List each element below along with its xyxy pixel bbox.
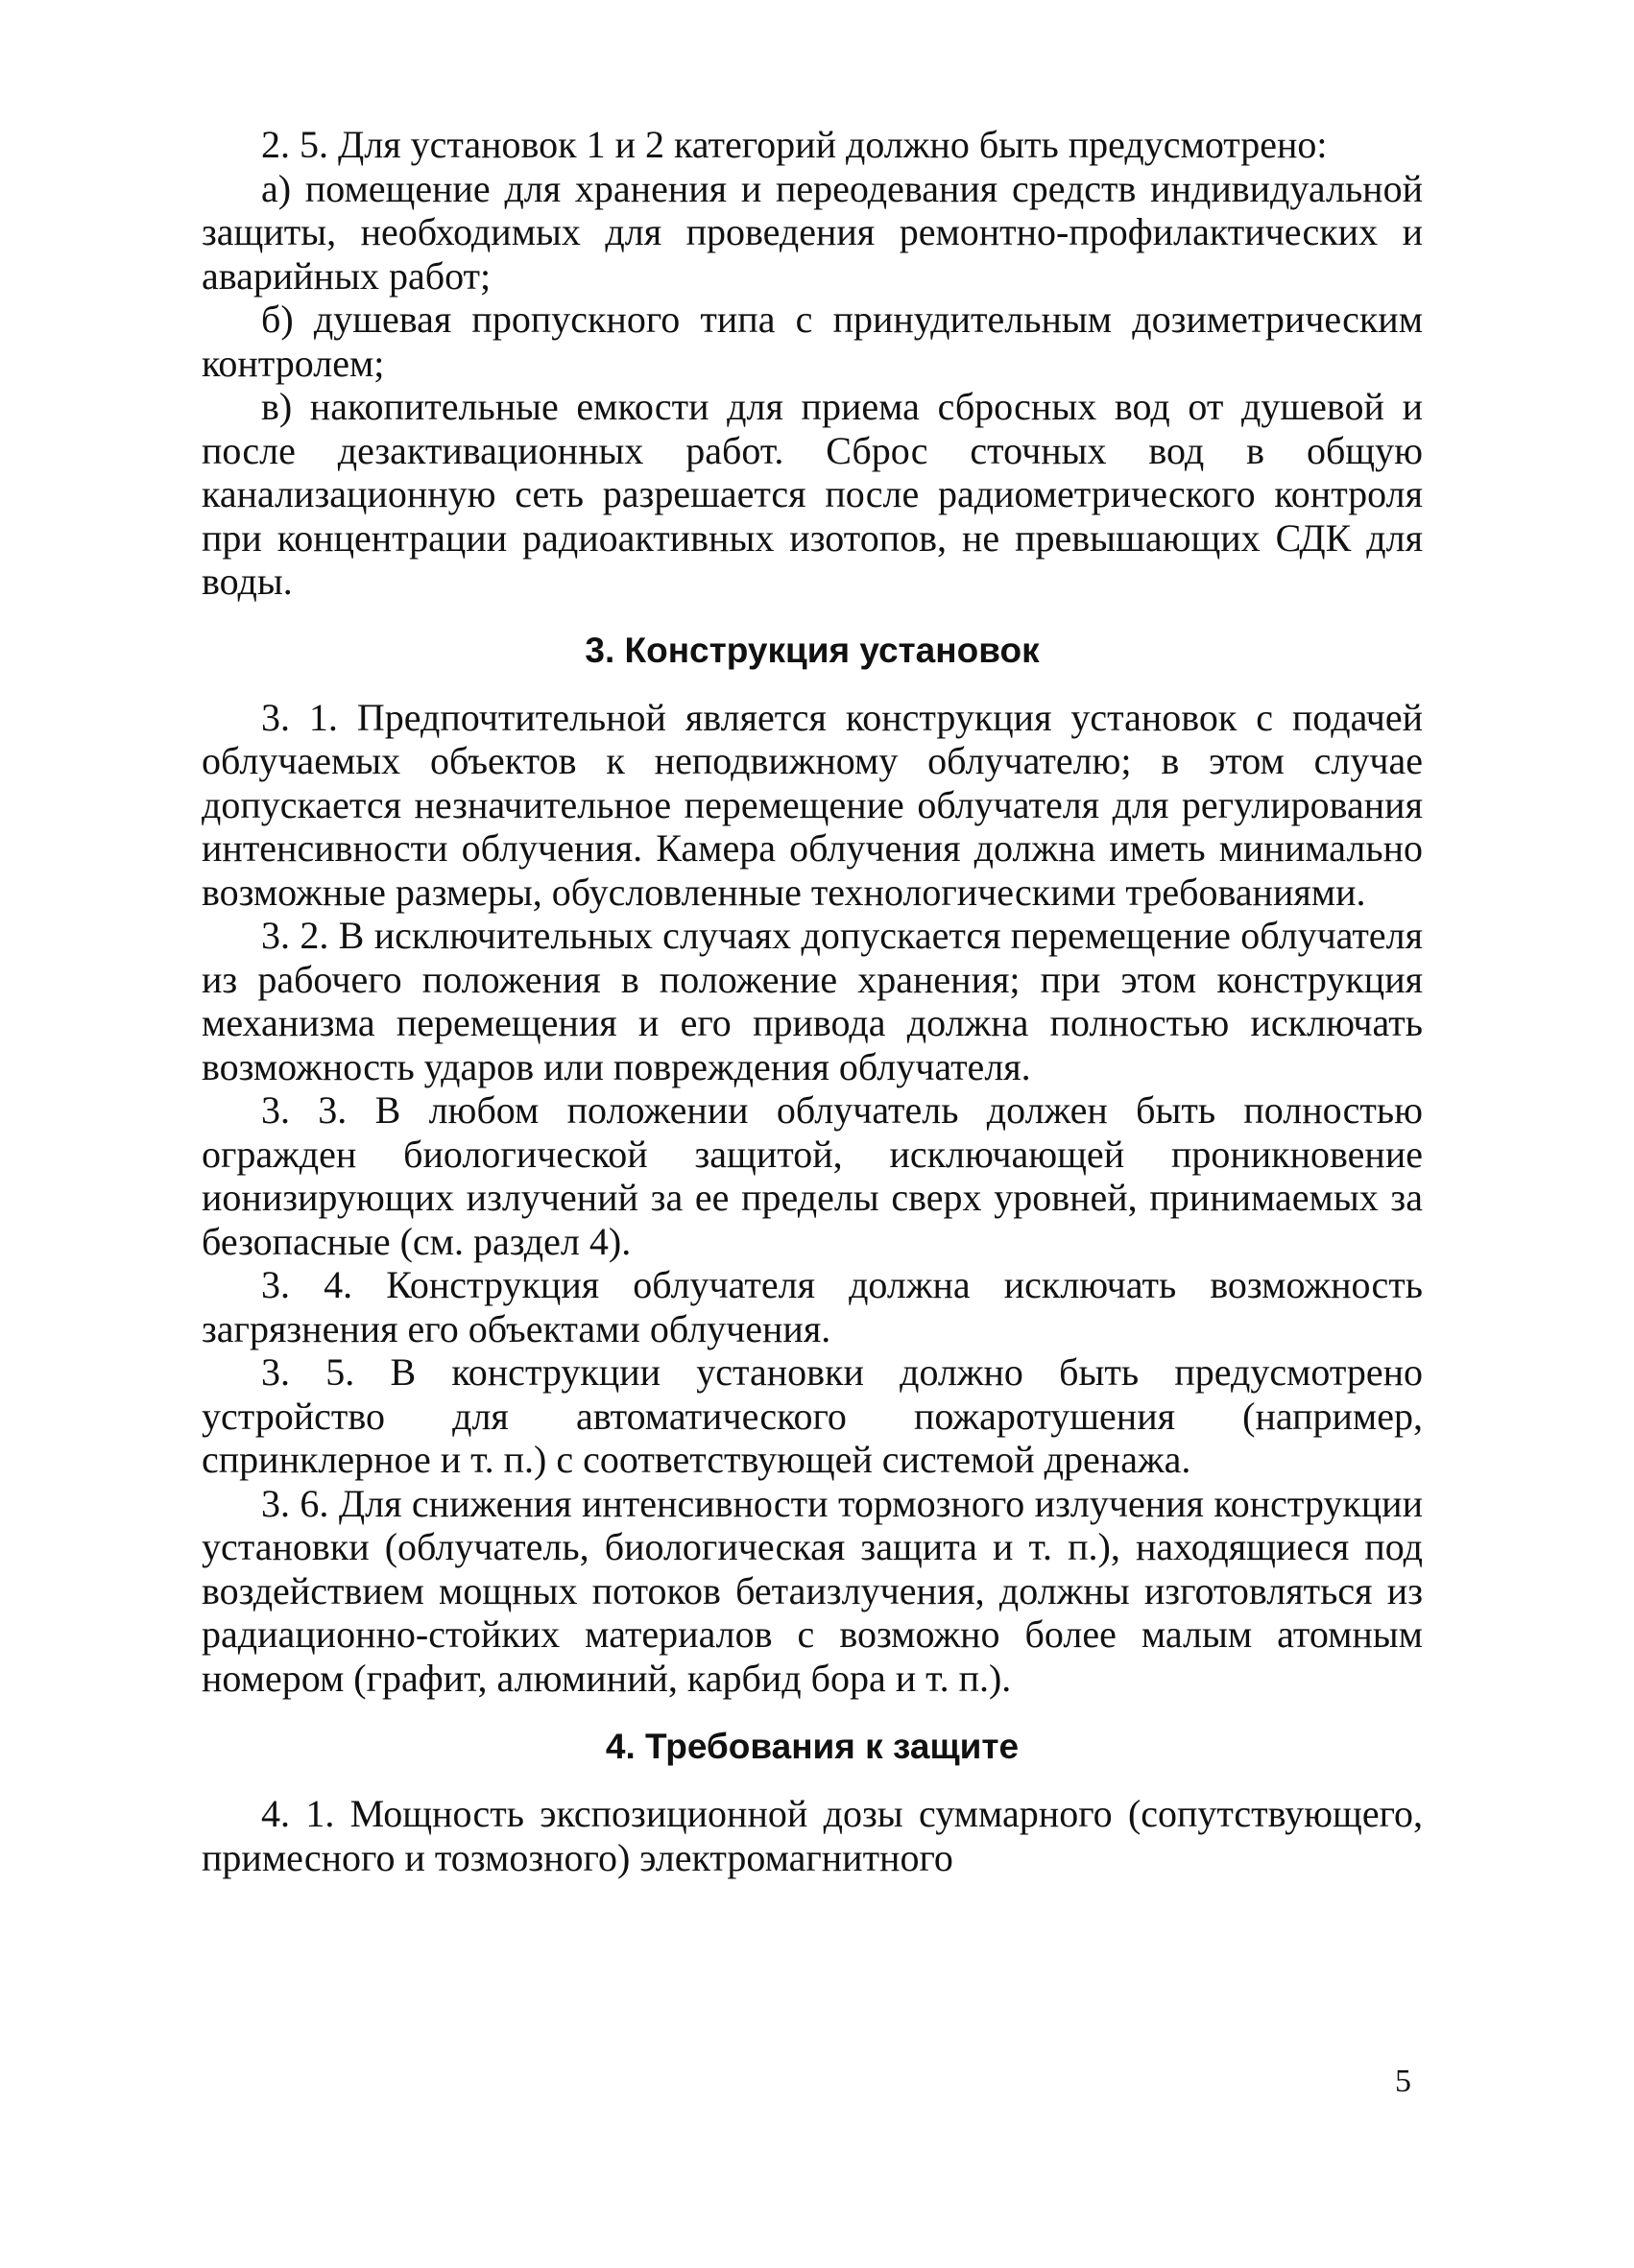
paragraph-3-1: 3. 1. Предпочтительной является конструкция установок с подачей облучаемых объектов к неподвижному облучателю; в этом случае допускается незначительное перемещение облучателя для регулирования интенсивности облучения. Камера облучения должна иметь минимально возможные размеры, обусловленные технологическими требованиями. — [202, 695, 1423, 914]
section-3-heading: 3. Конструкция установок — [585, 630, 1040, 670]
paragraph-3-6: 3. 6. Для снижения интенсивности тормозного излучения конструкции установки (облучатель, биологическая защита и т. п.), находящиеся под воздействием мощных потоков бетаизлучения, должны изготовляться из радиационно-стойких материалов с возможно более малым атомным номером (графит, алюминий, карбид бора и т. п.). — [202, 1481, 1423, 1700]
section-4-heading: 4. Требования к защите — [605, 1727, 1020, 1766]
paragraph-2-5-a: а) помещение для хранения и переодевания средств индивидуальной защиты, необходимых для проведения ремонтно-профилактических и аварийных работ; — [202, 166, 1423, 298]
paragraph-2-5-c: в) накопительные емкости для приема сбросных вод от душевой и после дезактивационных работ. Сброс сточных вод в общую канализационную сеть разрешается после радиометрического контроля при концентрации радиоактивных изотопов, не превышающих СДК для воды. — [202, 385, 1423, 603]
page-number: 5 — [1395, 2064, 1411, 2099]
paragraph-3-5: 3. 5. В конструкции установки должно быть предусмотрено устройство для автоматического пожаротушения (например, спринклерное и т. п.) с соответствующей системой дренажа. — [202, 1350, 1423, 1481]
paragraph-3-2: 3. 2. В исключительных случаях допускается перемещение облучателя из рабочего положения в положение хранения; при этом конструкция механизма перемещения и его привода должна полностью исключать возможность ударов или повреждения облучателя. — [202, 914, 1423, 1088]
paragraph-3-4: 3. 4. Конструкция облучателя должна исключать возможность загрязнения его объектами облучения. — [202, 1263, 1423, 1350]
paragraph-2-5-b: б) душевая пропускного типа с принудительным дозиметрическим контролем; — [202, 298, 1423, 385]
paragraph-2-5: 2. 5. Для установок 1 и 2 категорий должно быть предусмотрено: — [261, 123, 1328, 166]
paragraph-3-3: 3. 3. В любом положении облучатель должен быть полностью огражден биологической защитой, исключающей проникновение ионизирующих излучений за ее пределы сверх уровней, принимаемых за безопасные (см. раздел 4). — [202, 1088, 1423, 1263]
paragraph-4-1: 4. 1. Мощность экспозиционной дозы суммарного (сопутствующего, примесного и тозмозного) электромагнитного — [202, 1792, 1423, 1879]
document-page — [202, 123, 1423, 1879]
